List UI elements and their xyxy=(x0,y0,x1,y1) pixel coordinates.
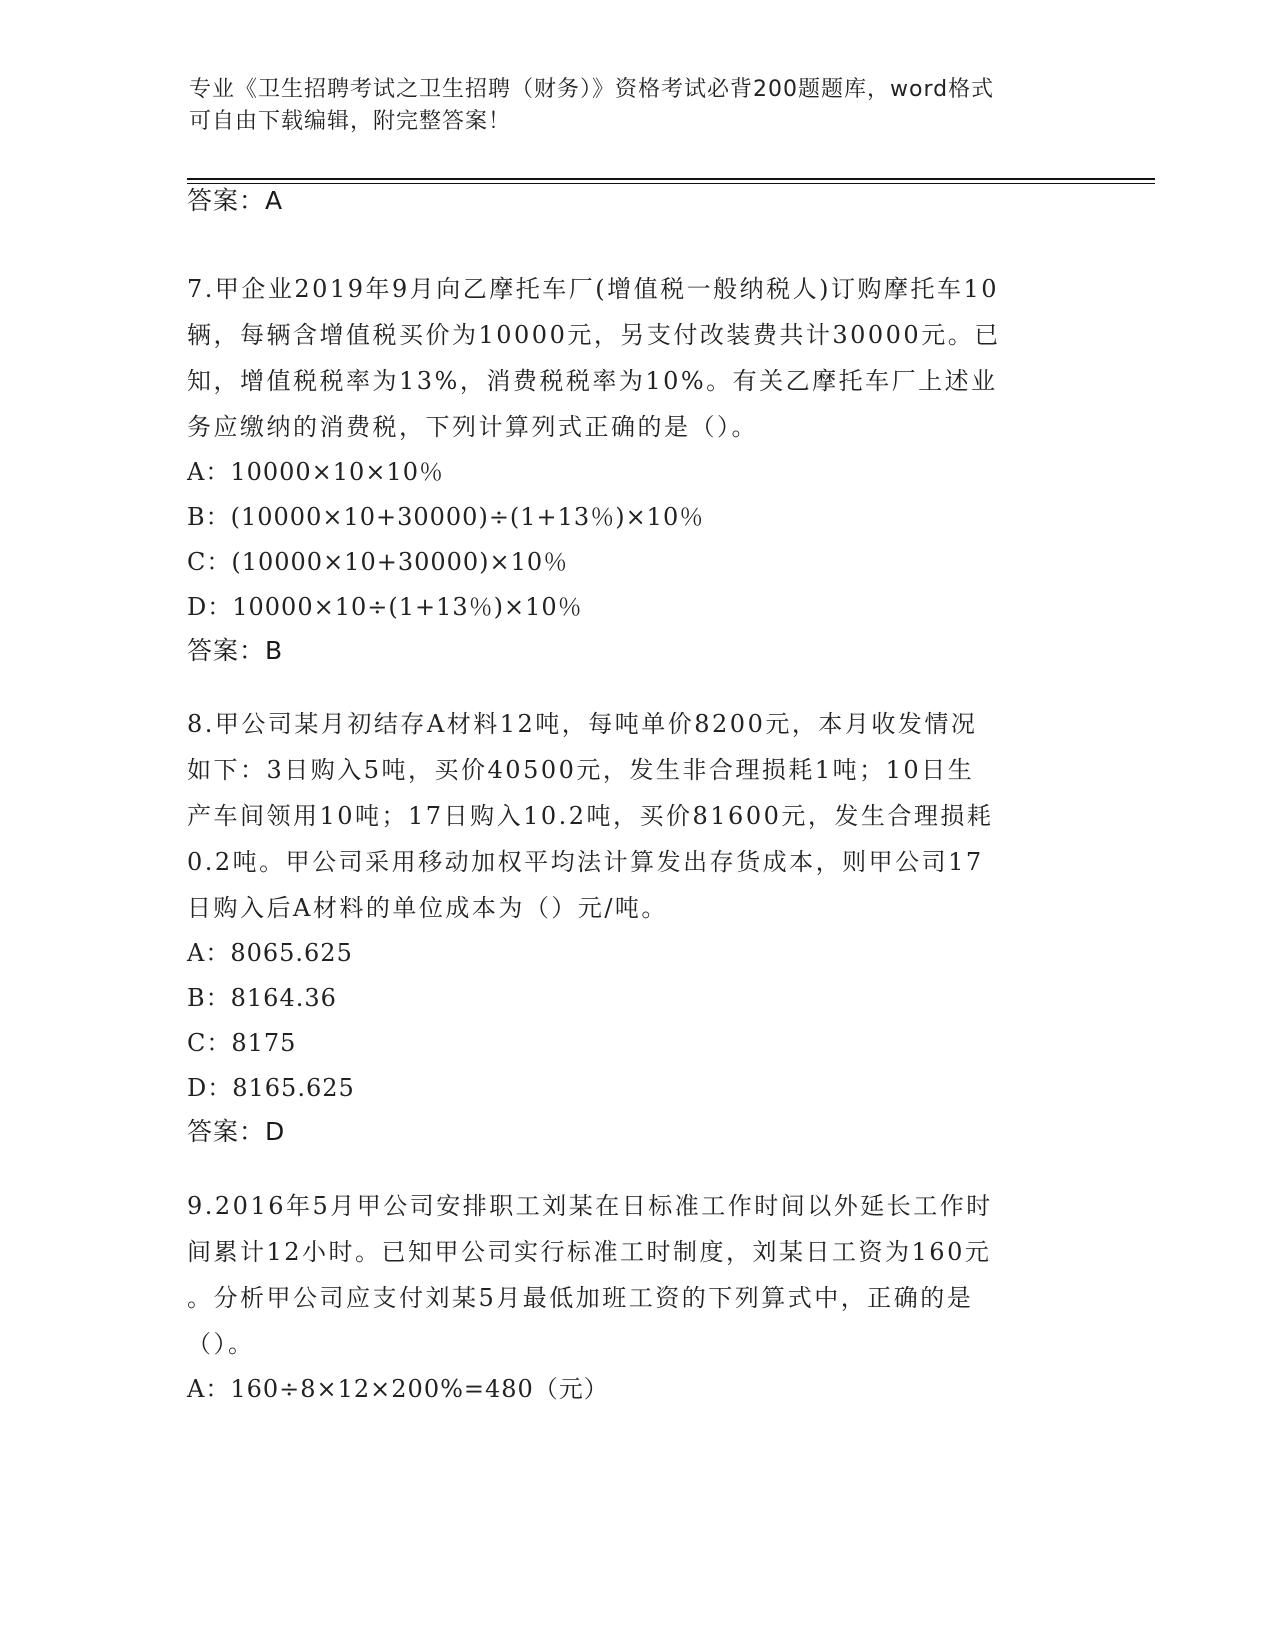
question-line: 8.甲公司某月初结存A材料12吨，每吨单价8200元，本月收发情况 xyxy=(187,710,978,738)
question-line: 务应缴纳的消费税，下列计算列式正确的是（）。 xyxy=(187,413,758,441)
option-a: A：8065.625 xyxy=(187,939,353,967)
answer-previous: 答案：A xyxy=(187,186,284,215)
option-c: C：(10000×10+30000)×10％ xyxy=(187,548,569,576)
header-divider-thick xyxy=(187,178,1155,180)
question-9 xyxy=(187,1183,1087,1412)
header-line-2: 可自由下载编辑，附完整答案！ xyxy=(189,109,512,134)
document-header xyxy=(189,74,1069,138)
answer-7: 答案：B xyxy=(187,636,284,665)
question-line: 辆，每辆含增值税买价为10000元，另支付改装费共计30000元。已 xyxy=(187,321,1001,349)
option-b: B：8164.36 xyxy=(187,984,337,1012)
question-line: 如下：3日购入5吨，买价40500元，发生非合理损耗1吨；10日生 xyxy=(187,756,975,784)
answer-8: 答案：D xyxy=(187,1117,286,1146)
header-line-1: 专业《卫生招聘考试之卫生招聘（财务）》资格考试必背200题题库，word格式 xyxy=(189,77,995,102)
option-d: D：8165.625 xyxy=(187,1074,355,1102)
question-line: 7.甲企业2019年9月向乙摩托车厂(增值税一般纳税人)订购摩托车10 xyxy=(187,275,1000,303)
question-7-text xyxy=(187,266,1087,450)
option-c: C：8175 xyxy=(187,1029,297,1057)
question-line: 知，增值税税率为13%，消费税税率为10%。有关乙摩托车厂上述业 xyxy=(187,367,998,395)
question-line: 日购入后A材料的单位成本为（）元/吨。 xyxy=(187,894,668,922)
question-line: 产车间领用10吨；17日购入10.2吨，买价81600元，发生合理损耗 xyxy=(187,802,994,830)
question-line: （）。 xyxy=(187,1330,255,1358)
question-9-text xyxy=(187,1183,1087,1367)
question-line: 0.2吨。甲公司采用移动加权平均法计算发出存货成本，则甲公司17 xyxy=(187,848,984,876)
option-d: D：10000×10÷(1+13％)×10％ xyxy=(187,593,583,621)
question-8-text xyxy=(187,701,1087,931)
question-line: 。分析甲公司应支付刘某5月最低加班工资的下列算式中，正确的是 xyxy=(187,1284,974,1312)
question-line: 9.2016年5月甲公司安排职工刘某在日标准工作时间以外延长工作时 xyxy=(187,1192,993,1220)
question-8 xyxy=(187,701,1087,1149)
option-a: A：160÷8×12×200%=480（元） xyxy=(187,1375,609,1403)
option-b: B：(10000×10+30000)÷(1+13％)×10％ xyxy=(187,503,705,531)
question-7 xyxy=(187,266,1087,668)
option-a: A：10000×10×10％ xyxy=(187,458,444,486)
question-line: 间累计12小时。已知甲公司实行标准工时制度，刘某日工资为160元 xyxy=(187,1238,992,1266)
